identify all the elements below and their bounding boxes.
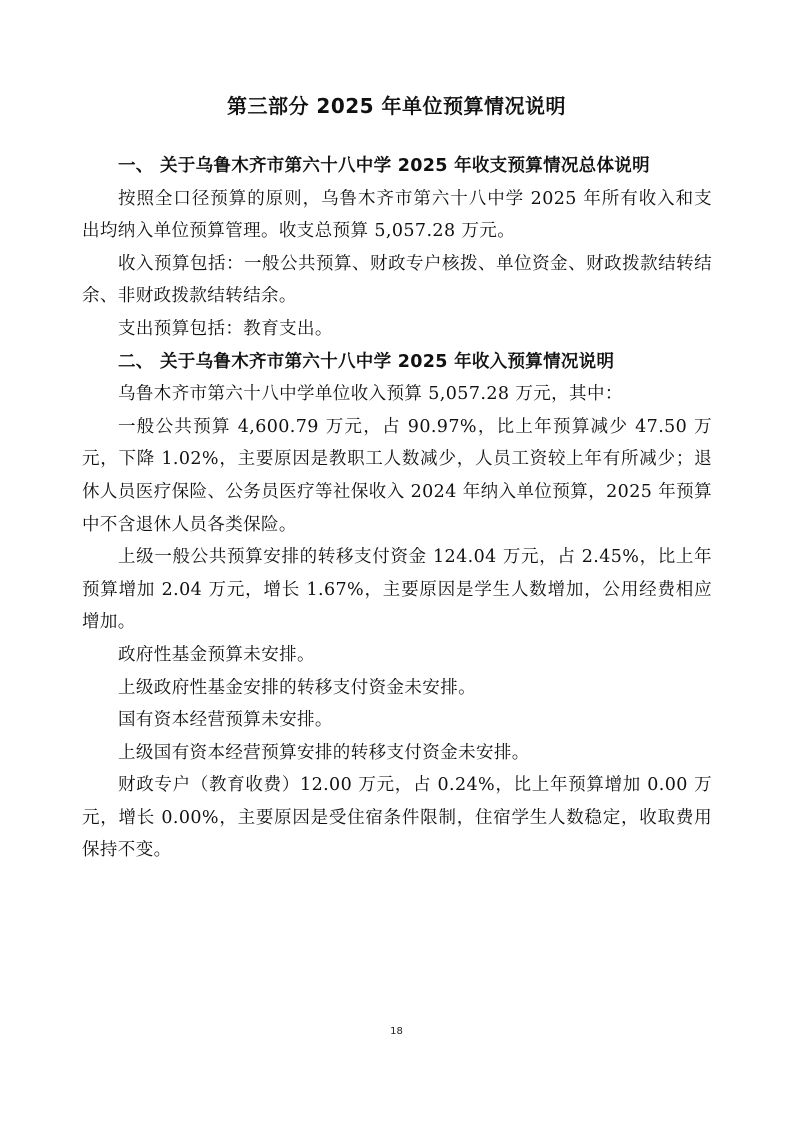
section-1-paragraph: 收入预算包括：一般公共预算、财政专户核拨、单位资金、财政拨款结转结余、非财政拨款结转结余。 <box>82 253 712 307</box>
section-2-paragraph: 上级一般公共预算安排的转移支付资金 124.04 万元，占 2.45%，比上年预算增加 2.04 万元，增长 1.67%，主要原因是学生人数增加，公用经费相应增加。 <box>82 547 712 633</box>
section-2-paragraph: 财政专户（教育收费）12.00 万元，占 0.24%，比上年预算增加 0.00 万元，增长 0.00%，主要原因是受住宿条件限制，住宿学生人数稳定，收取费用保持不变。 <box>82 775 712 861</box>
section-2-paragraph: 国有资本经营预算未安排。 <box>118 710 333 731</box>
page-title: 第三部分 2025 年单位预算情况说明 <box>226 94 567 118</box>
section-2-heading: 二、 关于乌鲁木齐市第六十八中学 2025 年收入预算情况说明 <box>118 351 615 372</box>
section-2-paragraph: 一般公共预算 4,600.79 万元，占 90.97%，比上年预算减少 47.50 万元，下降 1.02%，主要原因是教职工人数减少，人员工资较上年有所减少；退休人员医疗保险、公务员医疗等社保收入 2024 年纳入单位预算，2025 年预算中不含退休人员各类保险。 <box>82 416 712 535</box>
section-2-paragraph: 上级政府性基金安排的转移支付资金未安排。 <box>118 677 476 698</box>
document-body <box>82 150 712 867</box>
section-1-paragraph: 按照全口径预算的原则，乌鲁木齐市第六十八中学 2025 年所有收入和支出均纳入单位预算管理。收支总预算 5,057.28 万元。 <box>82 188 712 242</box>
section-2-paragraph: 政府性基金预算未安排。 <box>118 644 315 665</box>
section-2-paragraph: 上级国有资本经营预算安排的转移支付资金未安排。 <box>118 742 530 763</box>
page-number: 18 <box>390 1026 403 1037</box>
section-1-heading: 一、 关于乌鲁木齐市第六十八中学 2025 年收支预算情况总体说明 <box>118 156 650 176</box>
section-2-paragraph: 乌鲁木齐市第六十八中学单位收入预算 5,057.28 万元，其中： <box>118 384 623 405</box>
section-1-paragraph: 支出预算包括：教育支出。 <box>118 318 333 339</box>
